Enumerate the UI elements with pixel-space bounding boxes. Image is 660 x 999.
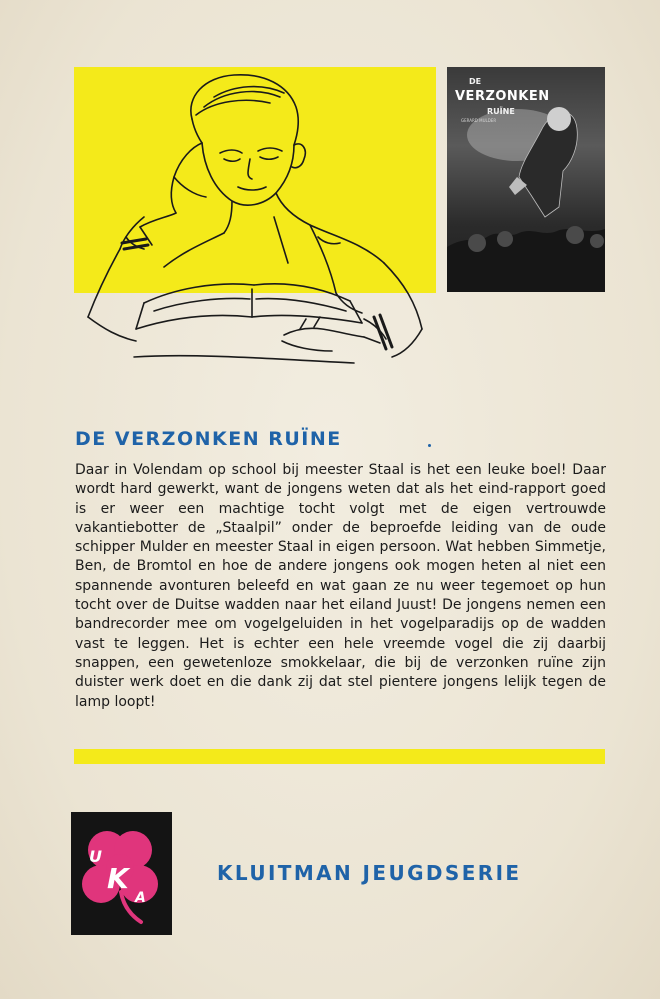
cover-thumb-line3: RUÏNE — [487, 107, 515, 116]
logo-letter-k: K — [107, 862, 129, 895]
series-name: KLUITMAN JEUGDSERIE — [217, 861, 522, 885]
cover-thumb-line2: VERZONKEN — [455, 89, 550, 104]
logo-letter-a: A — [135, 890, 146, 906]
blurb-text: Daar in Volendam op school bij meester Staal is het een leuke boel! Daar wordt hard gewerkt, want de jongens weten dat als het eind-rapport goed is er weer een machtige tocht volgt met de eigen vertrouwde vakantiebotter de „Staalpil” onder de beproefde leiding van de oude schipper Mulder en meester Staal in eigen persoon. Wat hebben Simmetje, Ben, de Bromtol en hoe de andere jongens ook mogen heten al niet een spannende avonturen beleefd en wat gaan ze nu weer tegemoet op hun tocht over de Duitse wadden naar het eiland Juust! De jongens nemen een bandrecorder mee om vogelgeluiden in het vogelparadijs op de wadden vast te leggen. Het is echter een hele vreemde vogel die zij daarbij snappen, een gewetenloze smokkelaar, die bij de verzonken ruïne zijn duister werk doet en die dank zij dat stel pientere jongens lelijk tegen de lamp loopt! — [75, 462, 606, 710]
title-dot — [428, 444, 431, 447]
book-cover-thumbnail — [447, 67, 605, 292]
book-title: DE VERZONKEN RUÏNE — [75, 428, 342, 450]
boy-reading-illustration — [74, 67, 436, 372]
cover-thumb-line1: DE — [469, 77, 482, 86]
logo-letter-u: U — [89, 847, 102, 866]
clover-icon — [71, 812, 172, 935]
cover-thumb-author: GERARD MULDER — [461, 118, 497, 123]
yellow-divider-bar — [74, 749, 605, 764]
uka-clover-logo — [71, 812, 172, 935]
